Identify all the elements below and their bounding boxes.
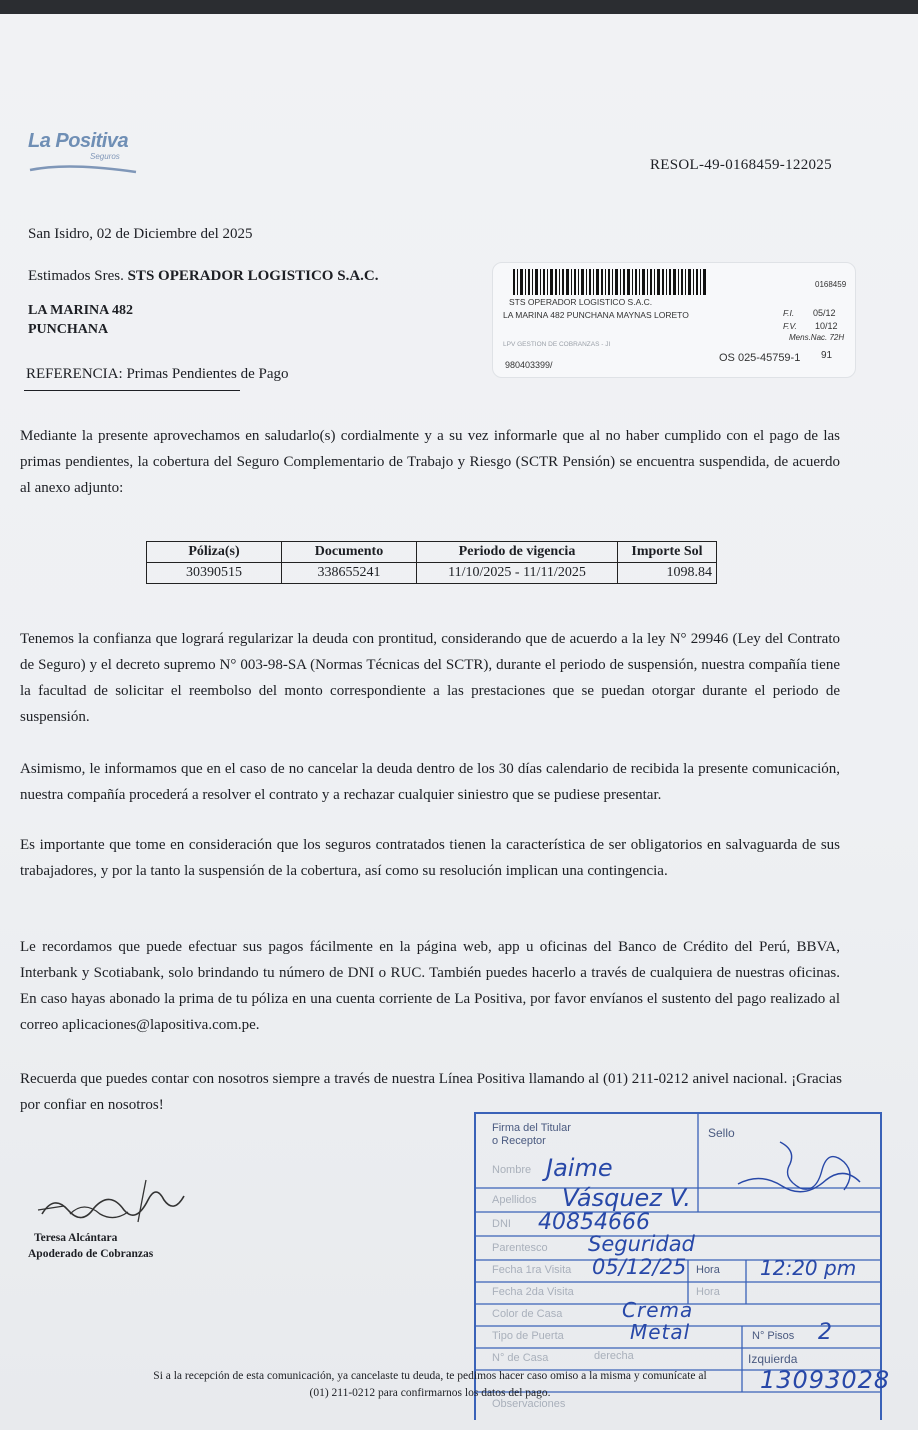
apellidos-value: Vásquez V. — [562, 1184, 691, 1212]
label-fi-value: 05/12 — [813, 308, 836, 318]
signature-block — [24, 1170, 194, 1260]
address-line-1: LA MARINA 482 — [28, 303, 134, 318]
pisos-label: N° Pisos — [752, 1330, 795, 1342]
paragraph-6: Recuerda que puedes contar con nosotros siempre a través de nuestra Línea Positiva llamando al (01) 211-0212 anivel nacional. ¡Gracias por confiar en nosotros! — [20, 1071, 842, 1113]
firma-label-2: o Receptor — [492, 1135, 546, 1147]
barcode-icon — [513, 269, 709, 295]
logo-brand: La Positiva — [28, 130, 129, 152]
stamp-signature-icon — [720, 1136, 870, 1206]
color-label: Color de Casa — [492, 1308, 563, 1320]
hora1-value: 12:20 pm — [760, 1256, 857, 1280]
label-address: LA MARINA 482 PUNCHANA MAYNAS LORETO — [503, 310, 689, 320]
policy-table-header — [147, 542, 717, 563]
logo-swoosh-icon — [28, 160, 140, 178]
label-fi-key: F.I. — [783, 308, 795, 318]
footer-line-1: Si a la recepción de esta comunicación, ya cancelaste tu deuda, te pedimos hacer caso omiso a la misma y comunícate al — [153, 1370, 707, 1382]
color-value: Crema — [622, 1298, 694, 1322]
signatory-title: Apoderado de Cobranzas — [28, 1248, 154, 1260]
reference-label: REFERENCIA: — [26, 366, 123, 382]
logo-sub: Seguros — [90, 152, 120, 161]
paragraph-5: Le recordamos que puede efectuar sus pagos fácilmente en la página web, app u oficinas del Banco de Crédito del Perú, BBVA, Interbank y Scotiabank, solo brindando tu número de DNI o RUC. También puedes hacerlo a través de cualquiera de nuestras oficinas. En caso hayas abonado la prima de tu póliza en una cuenta corriente de La Positiva, por favor envíanos el sustento del pago realizado al correo aplicaciones@lapositiva.com.pe. — [20, 939, 840, 1033]
fecha1-value: 05/12/25 — [592, 1255, 687, 1279]
reference-line — [26, 366, 289, 383]
label-dept: LPV GESTION DE COBRANZAS - JI — [503, 341, 611, 348]
addressee-prefix: Estimados Sres. — [28, 268, 124, 284]
hora2-label: Hora — [696, 1286, 720, 1298]
derecha-label: derecha — [594, 1350, 634, 1362]
reference-underline — [24, 390, 240, 391]
addressee-line — [28, 268, 379, 285]
handwritten-signature-icon — [24, 1170, 194, 1232]
label-fv-key: F.V. — [783, 321, 797, 331]
header-poliza: Póliza(s) — [147, 542, 282, 563]
header-documento: Documento — [282, 542, 417, 563]
footer-line-2: (01) 211-0212 para confirmarnos los datos del pago. — [309, 1387, 551, 1399]
label-os: OS 025-45759-1 — [719, 352, 801, 364]
policy-table — [146, 541, 717, 584]
cell-periodo: 11/10/2025 - 11/11/2025 — [417, 563, 618, 584]
footer-note — [100, 1368, 760, 1402]
company-logo — [28, 130, 148, 182]
observaciones-label: Observaciones — [492, 1398, 566, 1410]
table-row — [147, 563, 717, 584]
mailing-label — [492, 262, 856, 378]
label-code: 0168459 — [815, 280, 847, 289]
label-id: 980403399/ — [505, 360, 553, 370]
addressee-name: STS OPERADOR LOGISTICO S.A.C. — [127, 268, 379, 284]
label-fv-value: 10/12 — [815, 321, 838, 331]
pisos-value: 2 — [818, 1320, 832, 1345]
nombre-label: Nombre — [492, 1164, 532, 1176]
dni-label: DNI — [492, 1218, 511, 1230]
fecha2-label: Fecha 2da Visita — [492, 1286, 574, 1298]
paragraph-1: Mediante la presente aprovechamos en saludarlo(s) cordialmente y a su vez informarle que al no haber cumplido con el pago de las primas pendientes, la cobertura del Seguro Complementario de Trabajo y Riesgo (SCTR Pensión) se encuentra suspendida, de acuerdo al anexo adjunto: — [20, 428, 840, 496]
address-line-2: PUNCHANA — [28, 322, 109, 337]
hora1-label: Hora — [696, 1264, 720, 1276]
paragraph-3: Asimismo, le informamos que en el caso de no cancelar la deuda dentro de los 30 días calendario de recibida la presente comunicación, nuestra compañía procederá a resolver el contrato y a rechazar cualquier siniestro que se pudiese presentar. — [20, 761, 840, 803]
cell-documento: 338655241 — [282, 563, 417, 584]
label-service: Mens.Nac. 72H — [789, 333, 845, 342]
fecha1-label: Fecha 1ra Visita — [492, 1264, 572, 1276]
signatory-name: Teresa Alcántara — [34, 1232, 118, 1244]
puerta-value: Metal — [630, 1320, 691, 1344]
paragraph-4: Es importante que tome en consideración que los seguros contratados tienen la característica de ser obligatorios en salvaguarda de sus trabajadores, y por la tanto la suspensión de la cobertura, así como su resolución implican una contingencia. — [20, 837, 840, 879]
label-name: STS OPERADOR LOGISTICO S.A.C. — [509, 297, 653, 307]
resolution-number: RESOL-49-0168459-122025 — [650, 157, 832, 173]
photo-top-edge — [0, 0, 918, 14]
nombre-value: Jaime — [546, 1154, 613, 1182]
cell-poliza: 30390515 — [147, 563, 282, 584]
dni-value: 40854666 — [538, 1210, 650, 1235]
label-num: 91 — [821, 350, 833, 361]
firma-label-1: Firma del Titular — [492, 1122, 571, 1134]
paragraph-2: Tenemos la confianza que logrará regularizar la deuda con prontitud, considerando que de acuerdo a la ley N° 29946 (Ley del Contrato de Seguro) y el decreto supremo N° 003-98-SA (Normas Técnicas del SCTR), durante el periodo de suspensión, nuestra compañía tiene la facultad de solicitar el reembolso del monto correspondiente a las prestaciones que se puedan otorgar durante el periodo de suspensión. — [20, 631, 840, 725]
reference-text: Primas Pendientes de Pago — [126, 366, 289, 382]
cell-importe: 1098.84 — [618, 563, 717, 584]
date-line: San Isidro, 02 de Diciembre del 2025 — [28, 226, 253, 242]
header-importe: Importe Sol — [618, 542, 717, 563]
puerta-label: Tipo de Puerta — [492, 1330, 564, 1342]
apellidos-label: Apellidos — [492, 1194, 537, 1206]
izquierda-label: Izquierda — [748, 1352, 798, 1366]
extra-number: 13093028 — [760, 1366, 891, 1394]
ncasa-label: N° de Casa — [492, 1352, 549, 1364]
parentesco-value: Seguridad — [588, 1232, 695, 1256]
sello-label: Sello — [708, 1126, 735, 1140]
header-periodo: Periodo de vigencia — [417, 542, 618, 563]
parentesco-label: Parentesco — [492, 1242, 548, 1254]
